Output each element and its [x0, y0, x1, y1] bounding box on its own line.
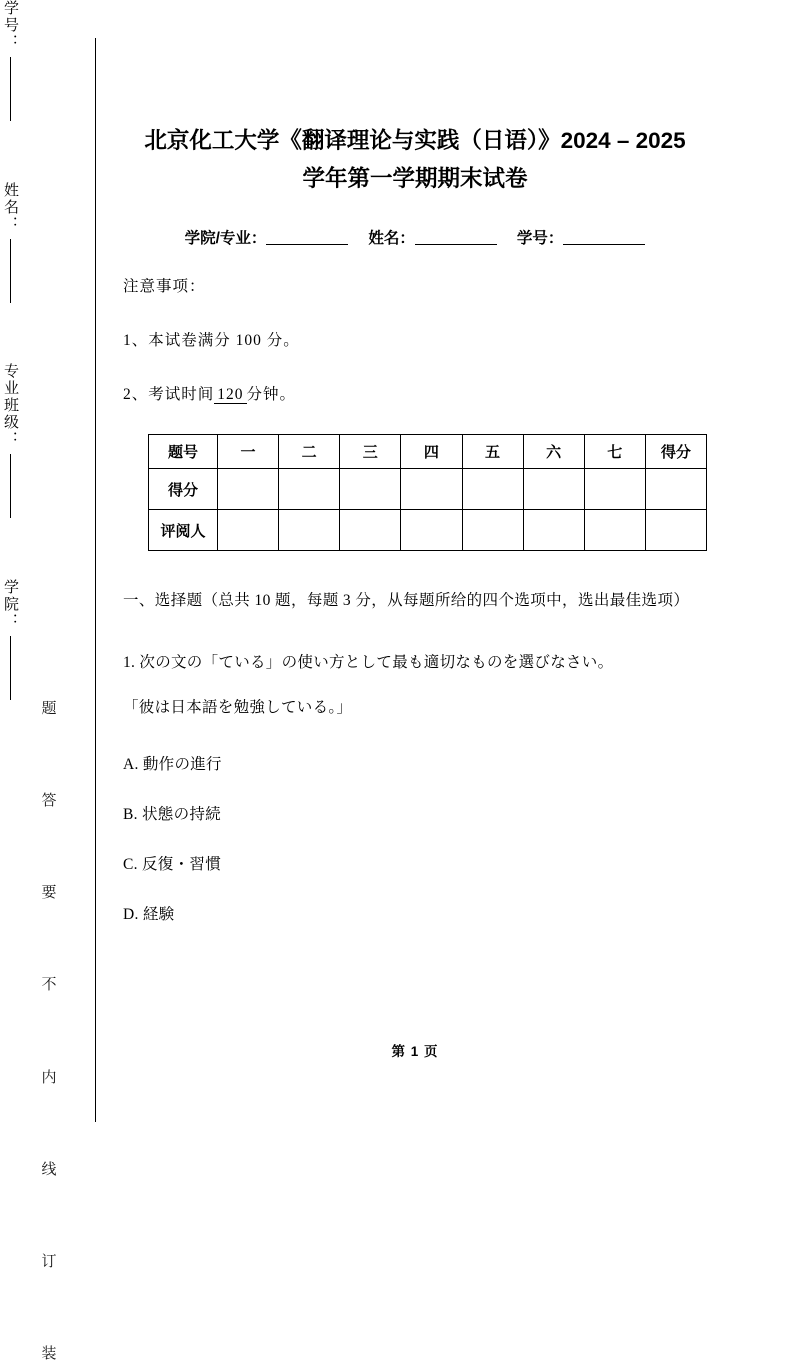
section-heading-choice: 一、选择题（总共 10 题，每题 3 分，从每题所给的四个选项中，选出最佳选项） — [123, 592, 690, 609]
score-table-cell[interactable] — [462, 510, 523, 551]
notice-duration-value: 120 — [214, 386, 246, 404]
identity-blank-department[interactable] — [266, 244, 348, 245]
score-table-header-cell: 二 — [279, 435, 340, 469]
page-title — [123, 0, 707, 198]
score-table-cell[interactable] — [218, 510, 279, 551]
seal-char: 题 — [39, 700, 56, 715]
seal-char: 内 — [39, 1068, 56, 1084]
table-row-header — [149, 435, 707, 469]
binding-field-label: 学号： — [2, 0, 18, 51]
score-table-row-label: 评阅人 — [149, 510, 218, 551]
score-table-cell[interactable] — [523, 510, 584, 551]
score-table-cell[interactable] — [340, 510, 401, 551]
score-table-cell[interactable] — [584, 469, 645, 510]
exam-title-line-2: 学年第一学期期末试卷 — [302, 166, 528, 191]
score-table-header-cell: 四 — [401, 435, 462, 469]
score-table-cell[interactable] — [279, 469, 340, 510]
question-stem: 1. 次の文の「ている」の使い方として最も適切なものを選びなさい。 — [123, 654, 614, 671]
score-table-header-cell: 五 — [462, 435, 523, 469]
seal-char: 装 — [39, 1344, 56, 1360]
score-table — [148, 434, 707, 551]
option-b[interactable]: B. 状態の持続 — [123, 806, 221, 823]
question-1 — [123, 640, 707, 940]
score-table-header-cell: 三 — [340, 435, 401, 469]
question-quote: 「彼は日本語を勉強している。」 — [123, 699, 353, 716]
binding-vertical-rule — [95, 38, 96, 1122]
identity-label-department: 学院/专业： — [184, 230, 267, 247]
binding-field-zhuanyebanji — [0, 363, 21, 518]
table-row — [149, 510, 707, 551]
seal-char: 答 — [39, 792, 56, 808]
identity-fields-row — [123, 226, 707, 248]
table-row — [149, 469, 707, 510]
score-table-cell[interactable] — [279, 510, 340, 551]
binding-field-label: 学院： — [2, 578, 18, 630]
score-table-cell[interactable] — [523, 469, 584, 510]
score-table-header-cell: 题号 — [149, 435, 218, 469]
score-table-wrapper — [148, 434, 707, 551]
binding-field-xuehao — [0, 0, 21, 121]
seal-char: 不 — [39, 976, 56, 992]
score-table-cell[interactable] — [401, 469, 462, 510]
binding-field-label: 专业班级： — [2, 363, 18, 449]
notice-block — [123, 274, 707, 408]
notice-duration-post: 分钟。 — [246, 386, 297, 403]
score-table-cell[interactable] — [340, 469, 401, 510]
score-table-cell[interactable] — [584, 510, 645, 551]
identity-blank-student-id[interactable] — [563, 244, 645, 245]
option-d[interactable]: D. 経験 — [123, 906, 175, 923]
identity-label-student-id: 学号： — [516, 230, 564, 247]
option-c[interactable]: C. 反復・習慣 — [123, 856, 221, 873]
binding-field-label: 姓名： — [2, 181, 18, 233]
notice-heading: 注意事项： — [123, 278, 206, 295]
notice-item-duration — [123, 382, 707, 408]
binding-field-xueyuan — [0, 579, 21, 700]
binding-field-rule — [10, 454, 11, 518]
score-table-row-label: 得分 — [149, 469, 218, 510]
binding-margin — [0, 0, 96, 1360]
seal-char: 订 — [39, 1252, 56, 1268]
binding-field-rule — [10, 57, 11, 121]
page-footer: 第 1 页 — [391, 1044, 439, 1059]
binding-field-rule — [10, 239, 11, 303]
score-table-header-cell: 六 — [523, 435, 584, 469]
seal-char: 线 — [39, 1160, 56, 1176]
identity-label-name: 姓名： — [368, 230, 415, 247]
question-options — [123, 740, 707, 940]
exam-title-line-1: 北京化工大学《翻译理论与实践（日语）》2024 – 2025 — [144, 128, 686, 153]
score-table-header-cell: 一 — [218, 435, 279, 469]
identity-blank-name[interactable] — [415, 244, 497, 245]
binding-field-rule — [10, 636, 11, 700]
option-a[interactable]: A. 動作の進行 — [123, 756, 222, 773]
score-table-cell[interactable] — [218, 469, 279, 510]
notice-item-total-score: 1、本试卷满分 100 分。 — [123, 332, 300, 349]
score-table-cell[interactable] — [401, 510, 462, 551]
binding-field-xingming — [0, 182, 21, 303]
score-table-cell[interactable] — [462, 469, 523, 510]
binding-seal-line — [0, 700, 96, 1360]
notice-duration-pre: 2、考试时间 — [123, 386, 215, 403]
score-table-cell[interactable] — [645, 469, 706, 510]
binding-student-fields — [0, 0, 96, 700]
seal-char: 要 — [39, 884, 56, 900]
score-table-cell[interactable] — [645, 510, 706, 551]
page-body — [123, 0, 707, 1122]
score-table-header-cell: 七 — [584, 435, 645, 469]
score-table-header-cell: 得分 — [645, 435, 706, 469]
